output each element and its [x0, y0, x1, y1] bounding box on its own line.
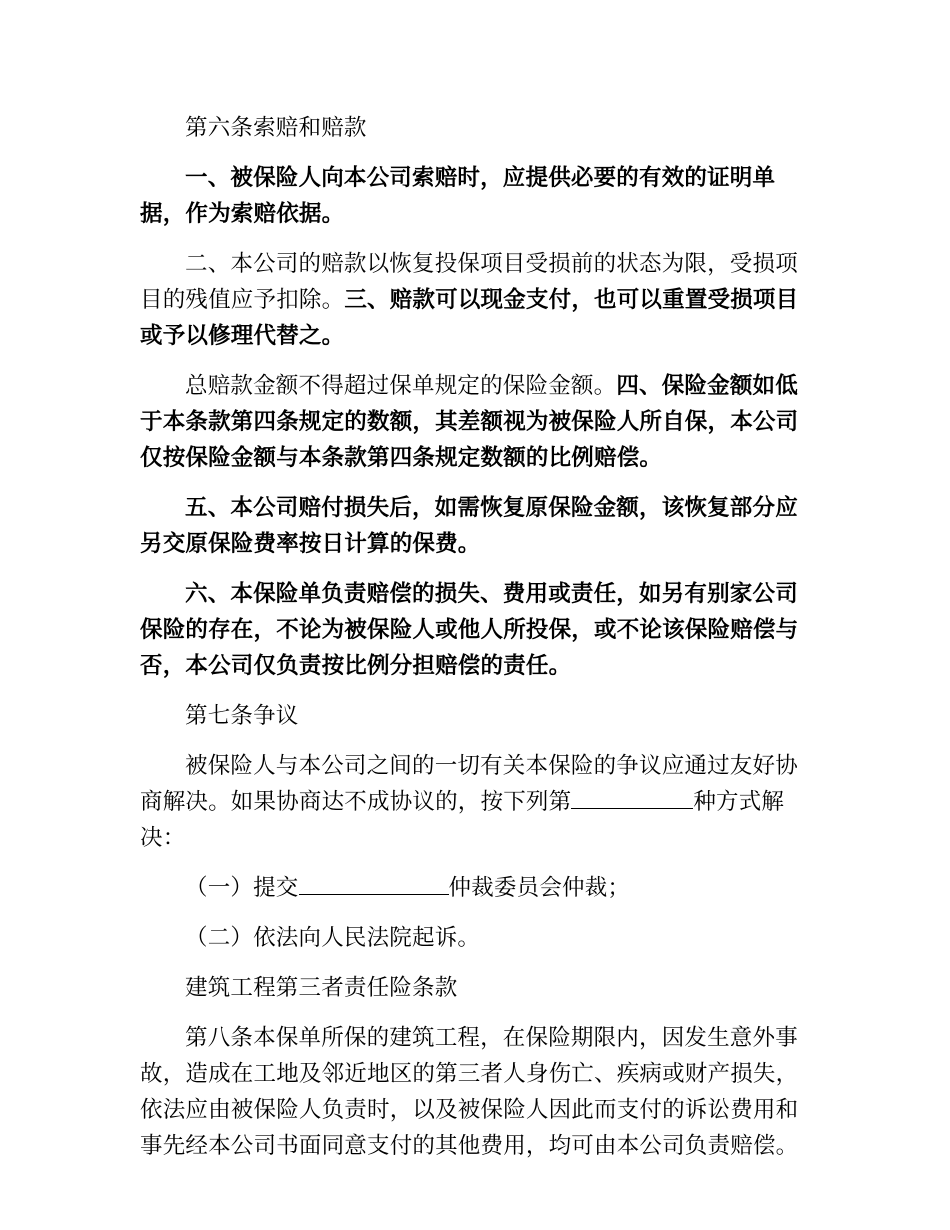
article-7-body-after: 种方式解决： [140, 789, 785, 851]
arbitration-committee-blank[interactable] [299, 870, 449, 895]
option-arbitration-before: （一）提交 [185, 875, 299, 901]
article-7-body [140, 748, 820, 856]
clause-6-total-text: 总赔款金额不得超过保单规定的保险金额。 [185, 373, 617, 399]
clause-6-4-text: 四、保险金额如低于本条款第四条规定的数额，其差额视为被保险人所自保，本公司仅按保险金额与本条款第四条规定数额的比例赔偿。 [140, 373, 799, 471]
clause-6-total-4 [140, 368, 820, 476]
clause-6-3-text: 三、赔款可以现金支付，也可以重置受损项目或予以修理代替之。 [140, 287, 799, 349]
method-number-blank[interactable] [571, 784, 693, 809]
option-court: （二）依法向人民法院起诉。 [185, 925, 481, 951]
option-arbitration [140, 870, 820, 906]
article-8-body: 第八条本保单所保的建筑工程，在保险期限内，因发生意外事故，造成在工地及邻近地区的第三者人身伤亡、疾病或财产损失，依法应由被保险人负责时，以及被保险人因此而支付的诉讼费用和事先经本公司书面同意支付的其他费用，均可由本公司负责赔偿。 [140, 1025, 799, 1159]
article-7-heading: 第七条争议 [185, 703, 299, 729]
article-6-heading: 第六条索赔和赔款 [185, 115, 367, 141]
clause-6-2-text: 二、本公司的赔款以恢复投保项目受损前的状态为限，受损项目的残值应予扣除。 [140, 251, 798, 313]
clause-6-5: 五、本公司赔付损失后，如需恢复原保险金额，该恢复部分应另交原保险费率按日计算的保费。 [140, 495, 798, 557]
option-arbitration-after: 仲裁委员会仲裁； [448, 875, 631, 901]
third-party-section-heading: 建筑工程第三者责任险条款 [185, 975, 458, 1001]
document-page [140, 110, 820, 1178]
clause-6-6: 六、本保险单负责赔偿的损失、费用或责任，如另有别家公司保险的存在，不论为被保险人或他人所投保，或不论该保险赔偿与否，本公司仅负责按比例分担赔偿的责任。 [140, 581, 799, 679]
article-7-body-before: 被保险人与本公司之间的一切有关本保险的争议应通过友好协商解决。如果协商达不成协议的，按下列第 [140, 753, 798, 815]
clause-6-1: 一、被保险人向本公司索赔时，应提供必要的有效的证明单据，作为索赔依据。 [140, 165, 776, 227]
clause-6-2-3 [140, 246, 820, 354]
